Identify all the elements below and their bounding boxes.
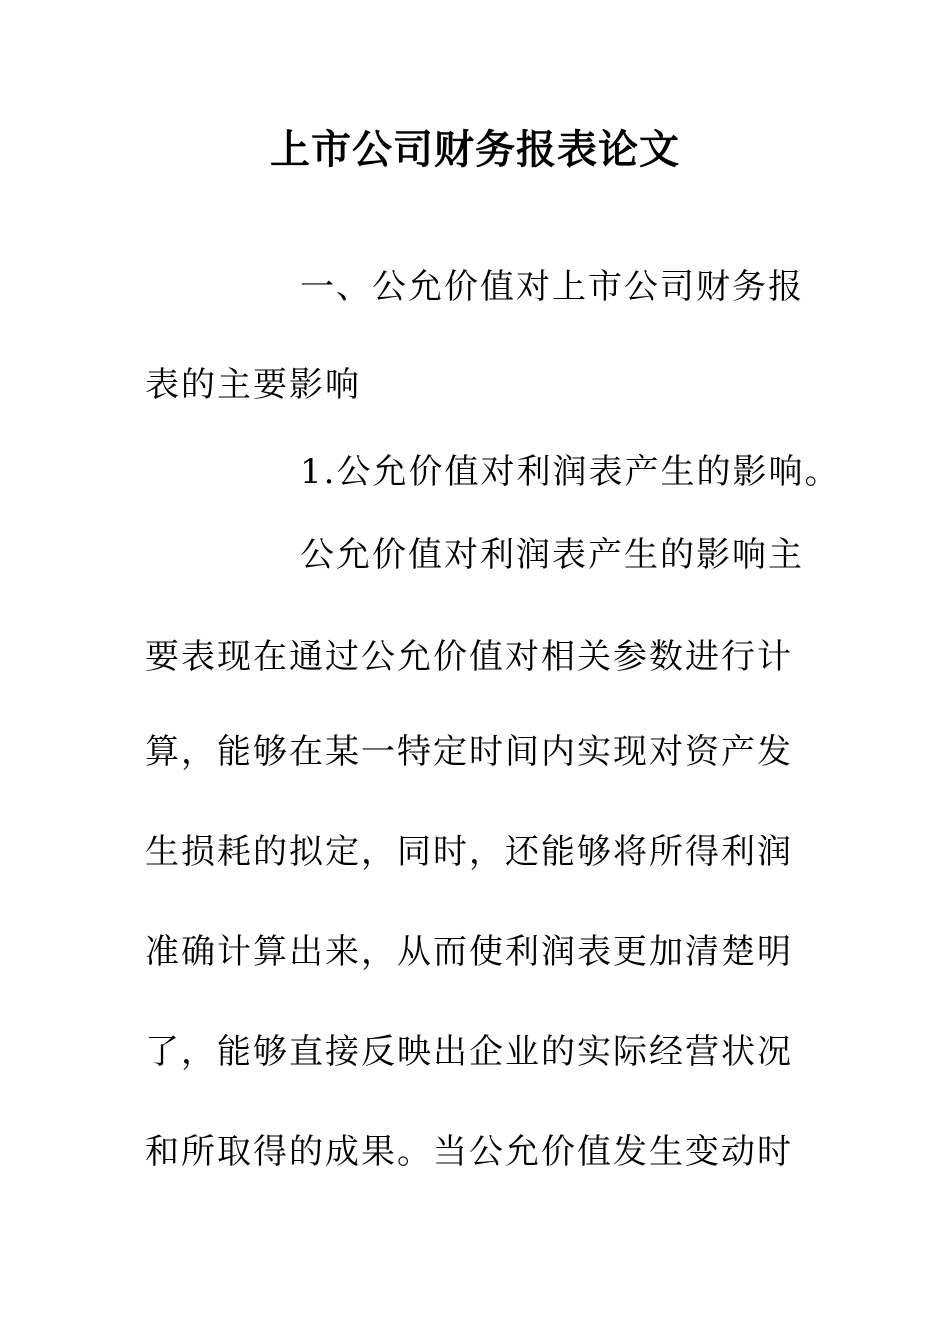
subsection-heading: 1.公允价值对利润表产生的影响。: [300, 452, 841, 492]
body-text-line-6: 了，能够直接反映出企业的实际经营状况: [145, 1032, 793, 1072]
section-heading-line-2: 表的主要影响: [145, 365, 361, 405]
body-text-line-3: 算，能够在某一特定时间内实现对资产发: [145, 732, 793, 772]
body-text-line-7: 和所取得的成果。当公允价值发生变动时: [145, 1132, 793, 1172]
body-text-line-2: 要表现在通过公允价值对相关参数进行计: [145, 637, 793, 677]
body-text-line-1: 公允价值对利润表产生的影响主: [300, 535, 804, 575]
document-title: 上市公司财务报表论文: [270, 127, 680, 173]
body-text-line-4: 生损耗的拟定，同时，还能够将所得利润: [145, 832, 793, 872]
body-text-line-5: 准确计算出来，从而使利润表更加清楚明: [145, 932, 793, 972]
section-heading-line-1: 一、公允价值对上市公司财务报: [300, 267, 804, 307]
